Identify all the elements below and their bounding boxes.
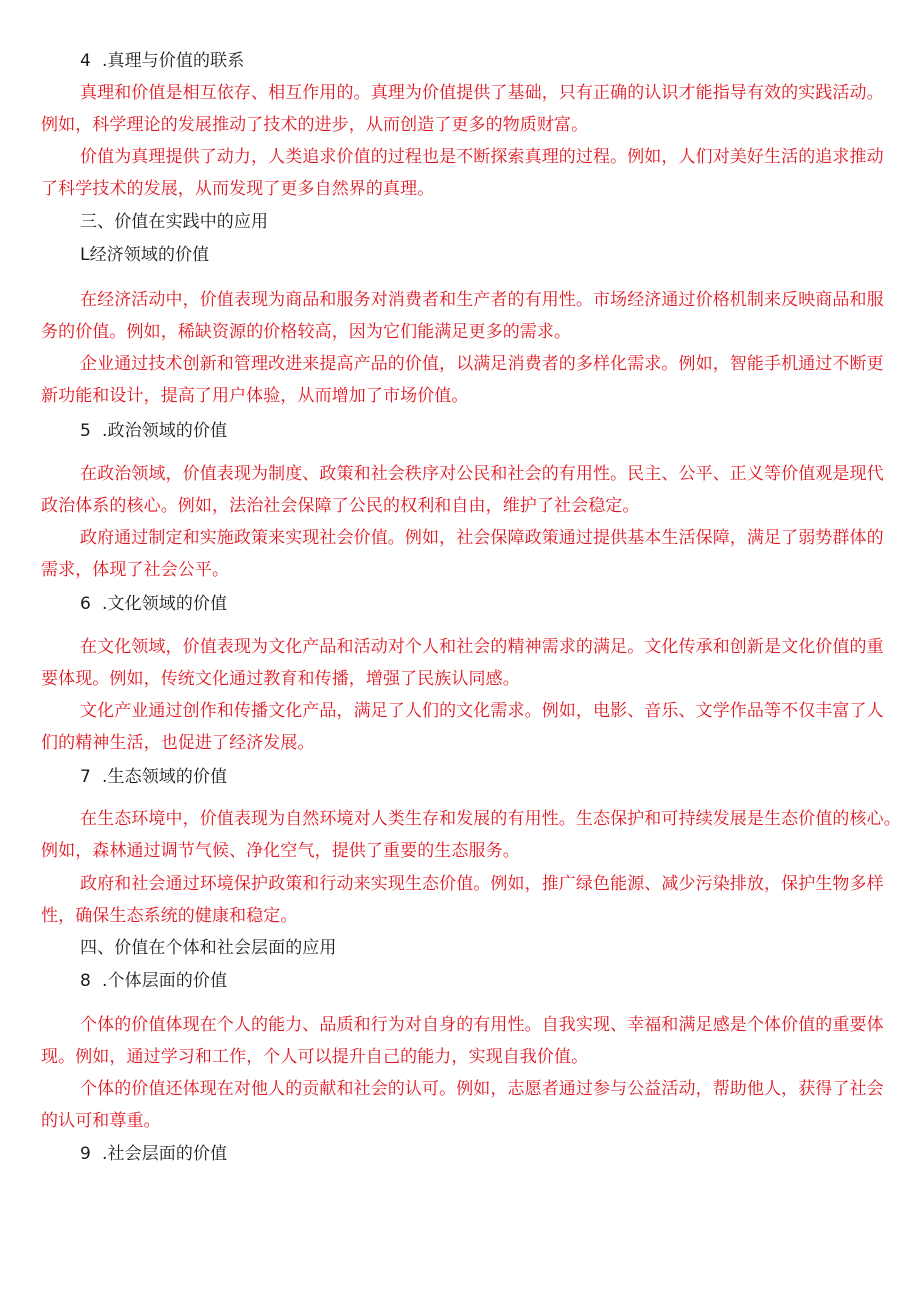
paragraph-line: 企业通过技术创新和管理改进来提高产品的价值，以满足消费者的多样化需求。例如，智能手机通过不断更 (80, 354, 884, 374)
paragraph-line: 的认可和尊重。 (41, 1111, 161, 1131)
paragraph-line: 现。例如，通过学习和工作，个人可以提升自己的能力，实现自我价值。 (41, 1047, 589, 1067)
section-heading-3: 三、价值在实践中的应用 (80, 212, 269, 232)
paragraph-line: 政府通过制定和实施政策来实现社会价值。例如，社会保障政策通过提供基本生活保障，满足了弱势群体的 (80, 528, 884, 548)
heading-title: .文化领域的价值 (102, 594, 228, 614)
paragraph-line: 政府和社会通过环境保护政策和行动来实现生态价值。例如，推广绿色能源、减少污染排放，保护生物多样 (80, 874, 884, 894)
heading-6 (80, 593, 227, 615)
paragraph-line: 在经济活动中，价值表现为商品和服务对消费者和生产者的有用性。市场经济通过价格机制来反映商品和服 (80, 290, 884, 310)
heading-number: 7 (80, 767, 91, 787)
paragraph-line: 在政治领域，价值表现为制度、政策和社会秩序对公民和社会的有用性。民主、公平、正义等价值观是现代 (80, 464, 884, 484)
paragraph-line: 例如，科学理论的发展推动了技术的进步，从而创造了更多的物质财富。 (41, 115, 589, 135)
paragraph-line: 新功能和设计，提高了用户体验，从而增加了市场价值。 (41, 386, 469, 406)
section-heading-4: 四、价值在个体和社会层面的应用 (80, 938, 337, 958)
heading-number: 8 (80, 971, 91, 991)
paragraph-line: 了科学技术的发展，从而发现了更多自然界的真理。 (41, 179, 435, 199)
paragraph-line: 需求，体现了社会公平。 (41, 560, 230, 580)
heading-number: 5 (80, 421, 91, 441)
paragraph-line: 们的精神生活，也促进了经济发展。 (41, 733, 315, 753)
paragraph-line: 真理和价值是相互依存、相互作用的。真理为价值提供了基础，只有正确的认识才能指导有效的实践活动。 (80, 83, 884, 103)
heading-title: .真理与价值的联系 (102, 51, 245, 71)
heading-9 (80, 1143, 227, 1165)
paragraph-line: 文化产业通过创作和传播文化产品，满足了人们的文化需求。例如，电影、音乐、文学作品等不仅丰富了人 (80, 701, 884, 721)
paragraph-line: 例如，森林通过调节气候、净化空气，提供了重要的生态服务。 (41, 841, 520, 861)
heading-7 (80, 766, 227, 788)
paragraph-line: 在文化领域，价值表现为文化产品和活动对个人和社会的精神需求的满足。文化传承和创新是文化价值的重 (80, 637, 884, 657)
heading-title: .社会层面的价值 (102, 1144, 228, 1164)
paragraph-line: 个体的价值体现在个人的能力、品质和行为对自身的有用性。自我实现、幸福和满足感是个体价值的重要体 (80, 1015, 884, 1035)
heading-4 (80, 50, 244, 72)
paragraph-line: 政治体系的核心。例如，法治社会保障了公民的权利和自由，维护了社会稳定。 (41, 496, 640, 516)
paragraph-line: 要体现。例如，传统文化通过教育和传播，增强了民族认同感。 (41, 669, 520, 689)
heading-5 (80, 420, 227, 442)
heading-number: 6 (80, 594, 91, 614)
heading-title: .政治领域的价值 (102, 421, 228, 441)
heading-number: 4 (80, 51, 91, 71)
heading-title: .个体层面的价值 (102, 971, 228, 991)
heading-8 (80, 970, 227, 992)
heading-economic: L经济领域的价值 (80, 245, 210, 265)
paragraph-line: 性，确保生态系统的健康和稳定。 (41, 906, 298, 926)
paragraph-line: 在生态环境中，价值表现为自然环境对人类生存和发展的有用性。生态保护和可持续发展是生态价值的核心。 (80, 809, 901, 829)
heading-title: .生态领域的价值 (102, 767, 228, 787)
paragraph-line: 务的价值。例如，稀缺资源的价格较高，因为它们能满足更多的需求。 (41, 322, 572, 342)
heading-number: 9 (80, 1144, 91, 1164)
paragraph-line: 个体的价值还体现在对他人的贡献和社会的认可。例如，志愿者通过参与公益活动，帮助他人，获得了社会 (80, 1079, 884, 1099)
paragraph-line: 价值为真理提供了动力，人类追求价值的过程也是不断探索真理的过程。例如，人们对美好生活的追求推动 (80, 147, 884, 167)
